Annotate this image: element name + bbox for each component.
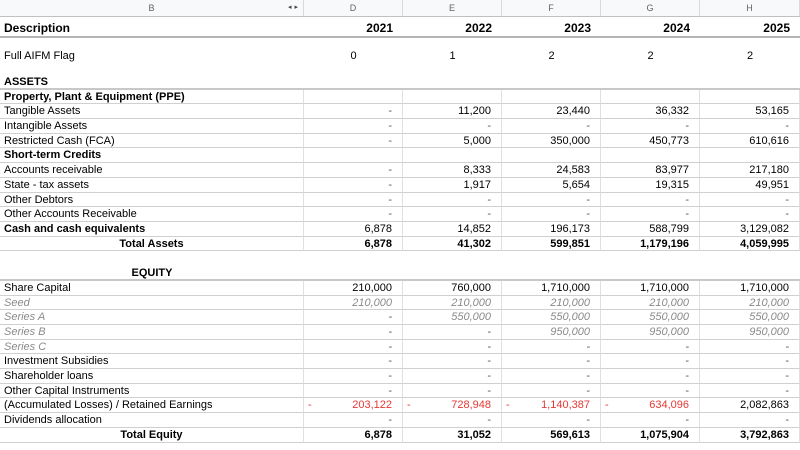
cell-value: -	[785, 193, 789, 206]
value-cell[interactable]	[304, 222, 403, 237]
cell-value: 203,122	[352, 399, 392, 412]
value-cell[interactable]	[403, 398, 502, 413]
cell-value: 49,951	[755, 178, 789, 191]
value-cell[interactable]	[601, 178, 700, 193]
total-value[interactable]: 4,059,995	[700, 237, 800, 252]
table-row	[0, 163, 800, 178]
value-cell[interactable]	[502, 413, 601, 428]
value-cell[interactable]	[304, 384, 403, 399]
cell-value: 1,710,000	[740, 281, 789, 294]
table-row	[0, 384, 800, 399]
value-cell[interactable]	[700, 163, 800, 178]
cell-value: 210,000	[451, 296, 491, 309]
cell-value: -	[685, 120, 689, 133]
value-cell[interactable]	[304, 119, 403, 134]
value-cell[interactable]	[700, 296, 800, 311]
total-value[interactable]: 41,302	[403, 237, 502, 252]
cell-value: -	[487, 370, 491, 383]
value-cell[interactable]	[304, 281, 403, 296]
row-label[interactable]: Series A	[0, 310, 304, 325]
value-cell[interactable]	[502, 398, 601, 413]
cell-value: -	[785, 208, 789, 221]
value-cell[interactable]	[601, 310, 700, 325]
year-2022[interactable]: 2022	[465, 21, 492, 35]
value-cell[interactable]	[601, 354, 700, 369]
value-cell[interactable]	[700, 310, 800, 325]
equity-title[interactable]: EQUITY	[131, 267, 173, 279]
value-cell[interactable]	[502, 90, 601, 105]
table-row	[0, 340, 800, 355]
value-cell[interactable]	[304, 163, 403, 178]
cell-value: -	[685, 355, 689, 368]
cell-value: 1,917	[463, 178, 491, 191]
value-cell[interactable]	[700, 413, 800, 428]
value-cell[interactable]	[502, 148, 601, 163]
cell-value: 5,000	[463, 134, 491, 147]
row-label[interactable]: Shareholder loans	[0, 369, 304, 384]
negative-sign: -	[605, 399, 609, 412]
value-cell[interactable]	[601, 104, 700, 119]
table-row	[0, 310, 800, 325]
spacer	[0, 251, 800, 266]
cell-value: 450,773	[649, 134, 689, 147]
cell-value: -	[487, 384, 491, 397]
cell-value: -	[388, 105, 392, 118]
value-cell[interactable]	[700, 281, 800, 296]
cell-value: -	[685, 340, 689, 353]
value-cell[interactable]	[304, 134, 403, 149]
cell-value: -	[388, 178, 392, 191]
value-cell[interactable]	[502, 296, 601, 311]
cell-value: -	[586, 193, 590, 206]
total-value[interactable]: 569,613	[502, 428, 601, 443]
total-value[interactable]: 1,179,196	[601, 237, 700, 252]
value-cell[interactable]	[403, 163, 502, 178]
table-row	[0, 90, 800, 105]
year-2024[interactable]: 2024	[663, 21, 690, 35]
value-cell[interactable]	[601, 384, 700, 399]
value-cell[interactable]	[403, 207, 502, 222]
value-cell[interactable]	[601, 296, 700, 311]
value-cell[interactable]	[403, 178, 502, 193]
row-label[interactable]: Series B	[0, 325, 304, 340]
row-label[interactable]: State - tax assets	[0, 178, 304, 193]
aifm-value[interactable]: 2	[548, 50, 555, 62]
cell-value: 53,165	[755, 105, 789, 118]
value-cell[interactable]	[700, 207, 800, 222]
row-label[interactable]: Other Debtors	[0, 193, 304, 208]
value-cell[interactable]	[403, 193, 502, 208]
aifm-value[interactable]: 2	[647, 50, 654, 62]
value-cell[interactable]	[502, 178, 601, 193]
cell-value: -	[685, 193, 689, 206]
value-cell[interactable]	[502, 325, 601, 340]
table-row	[0, 134, 800, 149]
row-label[interactable]: Investment Subsidies	[0, 354, 304, 369]
cell-value: 550,000	[649, 311, 689, 324]
table-row	[0, 281, 800, 296]
value-cell[interactable]	[502, 369, 601, 384]
value-cell[interactable]	[601, 134, 700, 149]
value-cell[interactable]	[403, 222, 502, 237]
cell-value: 23,440	[556, 105, 590, 118]
column-header-e[interactable]: E	[403, 0, 502, 16]
value-cell[interactable]	[502, 354, 601, 369]
value-cell[interactable]	[700, 369, 800, 384]
value-cell[interactable]	[403, 369, 502, 384]
row-label[interactable]: Short-term Credits	[0, 148, 304, 163]
value-cell[interactable]	[403, 354, 502, 369]
cell-value: 2,082,863	[740, 399, 789, 412]
cell-value: 634,096	[649, 399, 689, 412]
aifm-label[interactable]: Full AIFM Flag	[4, 50, 75, 62]
value-cell[interactable]	[700, 134, 800, 149]
value-cell[interactable]	[403, 134, 502, 149]
value-cell[interactable]	[304, 354, 403, 369]
cell-value: -	[685, 208, 689, 221]
cell-value: 1,140,387	[541, 399, 590, 412]
cell-value: 217,180	[749, 164, 789, 177]
value-cell[interactable]	[601, 193, 700, 208]
cell-value: 728,948	[451, 399, 491, 412]
value-cell[interactable]	[304, 207, 403, 222]
year-2023[interactable]: 2023	[564, 21, 591, 35]
value-cell[interactable]	[403, 90, 502, 105]
total-value[interactable]: 1,075,904	[601, 428, 700, 443]
value-cell[interactable]	[502, 193, 601, 208]
value-cell[interactable]	[700, 178, 800, 193]
value-cell[interactable]	[601, 222, 700, 237]
total-label[interactable]: Total Equity	[0, 428, 304, 443]
cell-value: -	[388, 340, 392, 353]
cell-value: -	[487, 193, 491, 206]
cell-value: 950,000	[550, 326, 590, 338]
total-value[interactable]: 6,878	[304, 428, 403, 443]
cell-value: -	[586, 414, 590, 427]
cell-value: 950,000	[749, 326, 789, 338]
cell-value: -	[785, 340, 789, 353]
cell-value: 210,000	[550, 296, 590, 309]
column-header-h[interactable]: H	[700, 0, 800, 16]
cell-value: -	[586, 370, 590, 383]
aifm-flag-row	[0, 38, 800, 75]
table-row	[0, 193, 800, 208]
cell-value: 11,200	[458, 105, 491, 118]
value-cell[interactable]	[502, 134, 601, 149]
cell-value: 550,000	[550, 311, 590, 324]
value-cell[interactable]	[304, 340, 403, 355]
value-cell[interactable]	[601, 340, 700, 355]
year-2021[interactable]: 2021	[366, 21, 393, 35]
value-cell[interactable]	[502, 104, 601, 119]
cell-value: 6,878	[364, 222, 392, 235]
aifm-value[interactable]: 2	[746, 50, 754, 62]
cell-value: -	[388, 311, 392, 324]
value-cell[interactable]	[403, 104, 502, 119]
cell-value: -	[487, 120, 491, 133]
cell-value: -	[388, 164, 392, 177]
cell-value: 210,000	[352, 296, 392, 309]
total-value[interactable]: 31,052	[403, 428, 502, 443]
value-cell[interactable]	[700, 222, 800, 237]
cell-value: -	[388, 193, 392, 206]
value-cell[interactable]	[601, 413, 700, 428]
cell-value: -	[586, 208, 590, 221]
cell-value: 760,000	[451, 281, 491, 294]
value-cell[interactable]	[502, 207, 601, 222]
value-cell[interactable]	[700, 340, 800, 355]
row-label[interactable]: Property, Plant & Equipment (PPE)	[0, 90, 304, 105]
collapse-expand-arrows-icon[interactable]: ◂▸	[287, 4, 301, 11]
value-cell[interactable]	[502, 310, 601, 325]
value-cell[interactable]	[502, 340, 601, 355]
value-cell[interactable]	[403, 340, 502, 355]
value-cell[interactable]	[601, 119, 700, 134]
aifm-value[interactable]: 0	[350, 50, 357, 62]
value-cell[interactable]	[403, 148, 502, 163]
cell-value: -	[487, 414, 491, 427]
table-row	[0, 325, 800, 340]
cell-value: 210,000	[649, 296, 689, 309]
cell-value: 550,000	[451, 311, 491, 324]
cell-value: -	[785, 384, 789, 397]
cell-value: -	[785, 120, 789, 133]
total-value[interactable]: 3,792,863	[700, 428, 800, 443]
value-cell[interactable]	[502, 163, 601, 178]
total-value[interactable]: 599,851	[502, 237, 601, 252]
cell-value: 83,977	[655, 164, 689, 177]
cell-value: -	[487, 355, 491, 368]
value-cell[interactable]	[601, 281, 700, 296]
row-label[interactable]: Seed	[0, 296, 304, 311]
column-header-d[interactable]: D	[304, 0, 403, 16]
assets-section-title	[0, 75, 800, 90]
total-row	[0, 428, 800, 443]
value-cell[interactable]	[304, 325, 403, 340]
cell-value: 19,315	[655, 178, 689, 191]
row-label[interactable]: (Accumulated Losses) / Retained Earnings	[0, 398, 304, 413]
value-cell[interactable]	[304, 178, 403, 193]
table-row	[0, 222, 800, 237]
value-cell[interactable]	[700, 90, 800, 105]
row-label[interactable]: Series C	[0, 340, 304, 355]
negative-sign: -	[407, 399, 411, 412]
aifm-value[interactable]: 1	[449, 50, 456, 62]
value-cell[interactable]	[700, 398, 800, 413]
assets-table	[0, 90, 800, 252]
cell-value: -	[388, 134, 392, 147]
value-cell[interactable]	[700, 119, 800, 134]
cell-value: -	[785, 355, 789, 368]
value-cell[interactable]	[502, 222, 601, 237]
table-row	[0, 148, 800, 163]
cell-value: 1,710,000	[640, 281, 689, 294]
table-row	[0, 119, 800, 134]
value-cell[interactable]	[304, 90, 403, 105]
value-cell[interactable]	[403, 413, 502, 428]
table-row	[0, 369, 800, 384]
cell-value: -	[487, 340, 491, 353]
negative-sign: -	[506, 399, 510, 412]
row-label[interactable]: Cash and cash equivalents	[0, 222, 304, 237]
cell-value: 350,000	[550, 134, 590, 147]
value-cell[interactable]	[601, 207, 700, 222]
value-cell[interactable]	[601, 90, 700, 105]
value-cell[interactable]	[304, 193, 403, 208]
table-row	[0, 354, 800, 369]
cell-value: -	[785, 414, 789, 427]
cell-value: 1,710,000	[541, 281, 590, 294]
column-header-g[interactable]: G	[601, 0, 700, 16]
row-label[interactable]: Tangible Assets	[0, 104, 304, 119]
value-cell[interactable]	[502, 281, 601, 296]
value-cell[interactable]	[700, 148, 800, 163]
value-cell[interactable]	[304, 413, 403, 428]
year-header-row	[0, 18, 800, 38]
cell-value: -	[685, 384, 689, 397]
row-label[interactable]: Share Capital	[0, 281, 304, 296]
cell-value: -	[586, 120, 590, 133]
value-cell[interactable]	[403, 325, 502, 340]
assets-title[interactable]: ASSETS	[4, 76, 49, 88]
column-header-f[interactable]: F	[502, 0, 601, 16]
cell-value: 210,000	[352, 281, 392, 294]
negative-sign: -	[308, 399, 312, 412]
table-row	[0, 296, 800, 311]
cell-value: 36,332	[655, 105, 689, 118]
value-cell[interactable]	[403, 281, 502, 296]
cell-value: 550,000	[749, 311, 789, 324]
cell-value: 24,583	[556, 164, 590, 177]
cell-value: -	[685, 414, 689, 427]
value-cell[interactable]	[304, 104, 403, 119]
value-cell[interactable]	[700, 354, 800, 369]
cell-value: -	[388, 370, 392, 383]
column-header-bar	[0, 0, 800, 17]
row-label[interactable]: Accounts receivable	[0, 163, 304, 178]
cell-value: -	[388, 120, 392, 133]
total-label[interactable]: Total Assets	[0, 237, 304, 252]
cell-value: -	[388, 326, 392, 338]
table-row	[0, 207, 800, 222]
table-row	[0, 398, 800, 413]
cell-value: -	[586, 384, 590, 397]
value-cell[interactable]	[601, 148, 700, 163]
column-header-b[interactable]: B ◂▸	[0, 0, 304, 16]
cell-value: 196,173	[550, 222, 590, 235]
cell-value: -	[586, 355, 590, 368]
cell-value: 8,333	[463, 164, 491, 177]
cell-value: 210,000	[749, 296, 789, 309]
value-cell[interactable]	[304, 369, 403, 384]
table-row	[0, 104, 800, 119]
value-cell[interactable]	[403, 310, 502, 325]
cell-value: 14,852	[457, 222, 491, 235]
total-value[interactable]: 6,878	[304, 237, 403, 252]
value-cell[interactable]	[304, 148, 403, 163]
cell-value: 3,129,082	[740, 222, 789, 235]
equity-table	[0, 281, 800, 443]
cell-value: -	[586, 340, 590, 353]
value-cell[interactable]	[304, 296, 403, 311]
description-header[interactable]: Description	[4, 21, 71, 35]
row-label[interactable]: Dividends allocation	[0, 413, 304, 428]
row-label[interactable]: Restricted Cash (FCA)	[0, 134, 304, 149]
value-cell[interactable]	[601, 163, 700, 178]
cell-value: -	[388, 384, 392, 397]
cell-value: 610,616	[749, 134, 789, 147]
value-cell[interactable]	[304, 310, 403, 325]
value-cell[interactable]	[601, 369, 700, 384]
cell-value: -	[785, 370, 789, 383]
value-cell[interactable]	[601, 325, 700, 340]
value-cell[interactable]	[502, 119, 601, 134]
row-label[interactable]: Intangible Assets	[0, 119, 304, 134]
value-cell[interactable]	[304, 398, 403, 413]
value-cell[interactable]	[601, 398, 700, 413]
value-cell[interactable]	[403, 384, 502, 399]
cell-value: -	[487, 208, 491, 221]
value-cell[interactable]	[403, 119, 502, 134]
equity-section-title	[0, 266, 800, 281]
value-cell[interactable]	[700, 325, 800, 340]
cell-value: -	[388, 355, 392, 368]
value-cell[interactable]	[700, 384, 800, 399]
year-2025[interactable]: 2025	[763, 21, 790, 35]
cell-value: -	[685, 370, 689, 383]
value-cell[interactable]	[403, 296, 502, 311]
cell-value: -	[388, 208, 392, 221]
cell-value: -	[388, 414, 392, 427]
row-label[interactable]: Other Accounts Receivable	[0, 207, 304, 222]
table-row	[0, 413, 800, 428]
row-label[interactable]: Other Capital Instruments	[0, 384, 304, 399]
total-row	[0, 237, 800, 252]
value-cell[interactable]	[700, 104, 800, 119]
cell-value: 950,000	[649, 326, 689, 338]
value-cell[interactable]	[502, 384, 601, 399]
value-cell[interactable]	[700, 193, 800, 208]
cell-value: 5,654	[562, 178, 590, 191]
cell-value: 588,799	[649, 222, 689, 235]
cell-value: -	[487, 326, 491, 338]
table-row	[0, 178, 800, 193]
